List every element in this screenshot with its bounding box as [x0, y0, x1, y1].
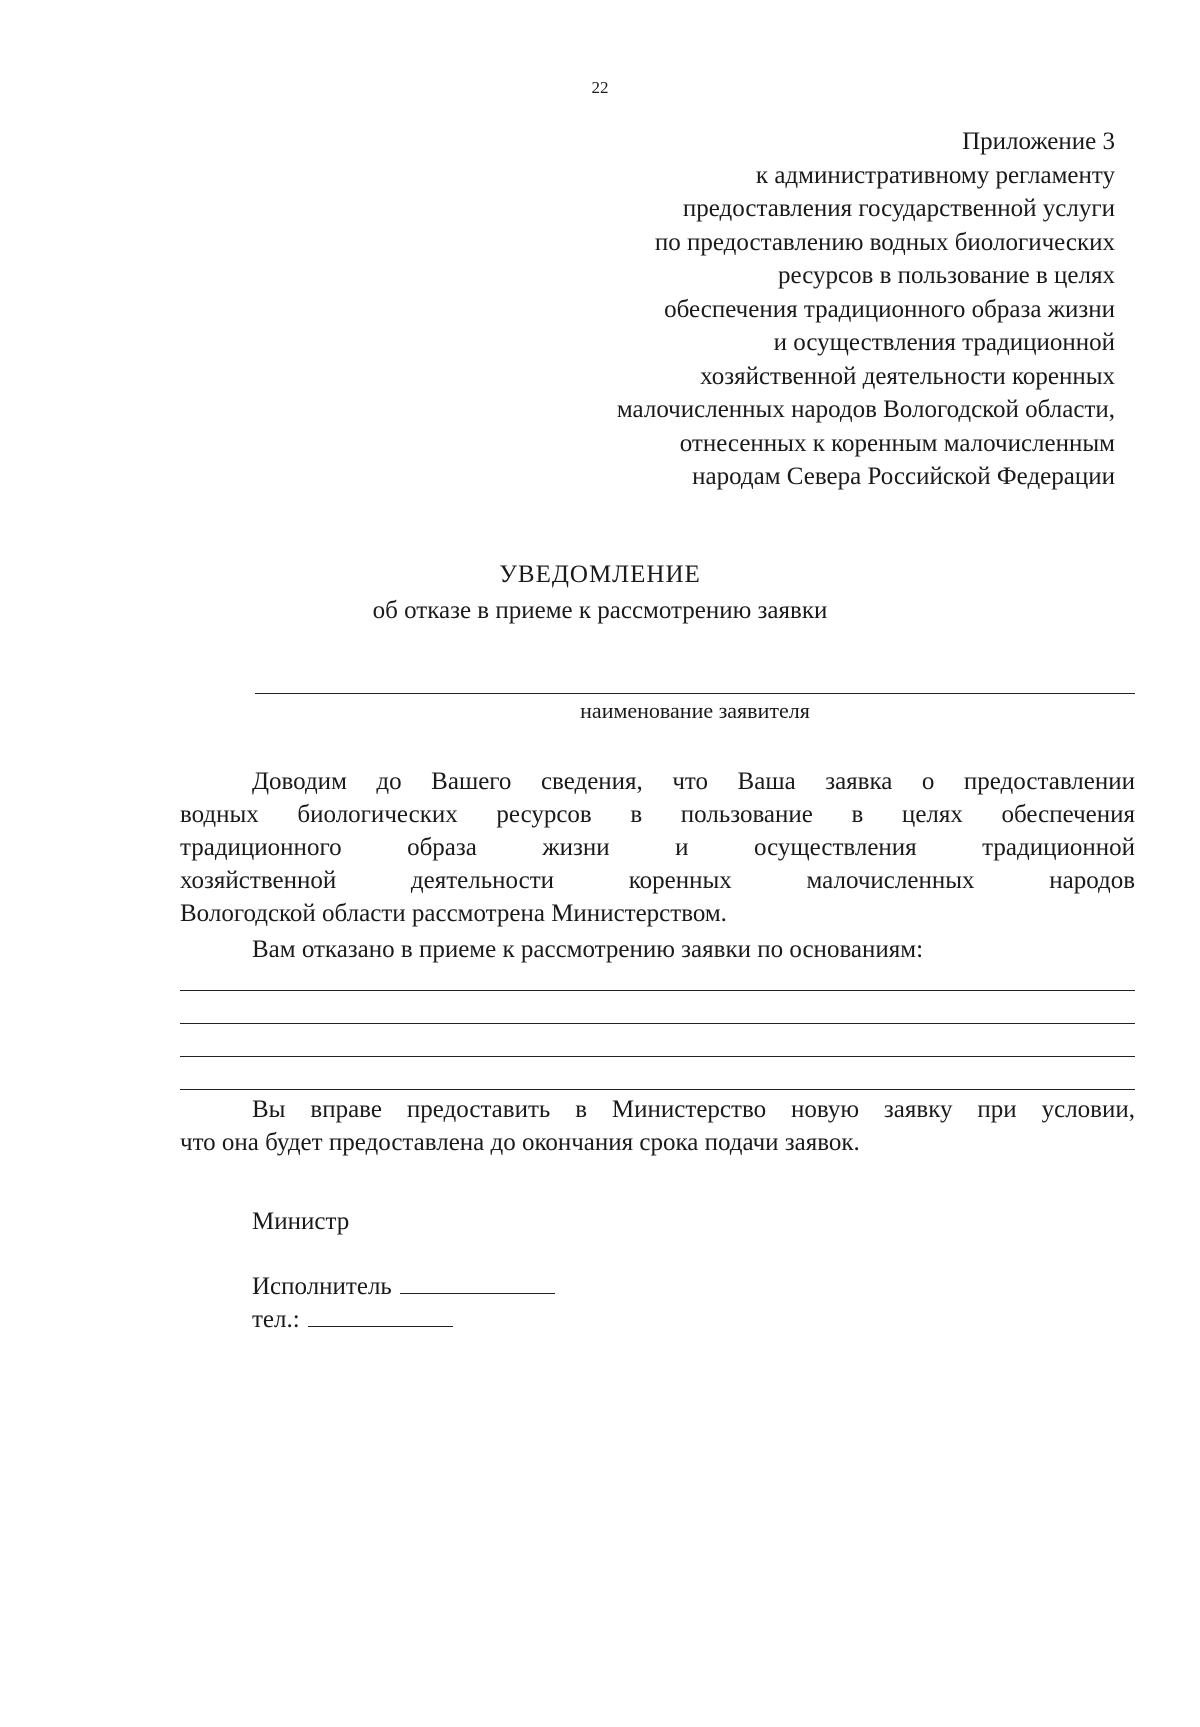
notice-paragraph — [180, 765, 1135, 930]
paragraph-line: Вы вправе предоставить в Министерство новую заявку при условии, — [252, 1096, 1135, 1123]
appendix-line: хозяйственной деятельности коренных — [700, 362, 1115, 390]
refusal-reasons-intro: Вам отказано в приеме к рассмотрению заявки по основаниям: — [252, 936, 924, 963]
reason-line — [180, 1089, 1135, 1090]
appendix-line: народам Севера Российской Федерации — [692, 463, 1115, 490]
paragraph-line: что она будет предоставлена до окончания срока подачи заявок. — [180, 1129, 860, 1156]
notice-subtitle: об отказе в приеме к рассмотрению заявки — [372, 597, 828, 624]
notice-title: УВЕДОМЛЕНИЕ — [499, 561, 701, 588]
appendix-line: по предоставлению водных биологических — [654, 228, 1115, 256]
resubmission-paragraph — [180, 1093, 1135, 1159]
paragraph-line: хозяйственной деятельности коренных малочисленных народов — [180, 867, 1135, 894]
reason-line — [180, 990, 1135, 991]
paragraph-line: водных биологических ресурсов в пользование в целях обеспечения — [180, 801, 1135, 828]
phone-row — [252, 1303, 453, 1336]
paragraph-line: традиционного образа жизни и осуществления традиционной — [180, 834, 1135, 861]
appendix-header — [617, 125, 1115, 494]
executor-blank — [400, 1271, 555, 1294]
reason-line — [180, 1056, 1135, 1057]
appendix-line: Приложение 3 — [962, 128, 1115, 155]
paragraph-line: Доводим до Вашего сведения, что Ваша заявка о предоставлении — [252, 768, 1135, 795]
minister-label: Министр — [252, 1208, 350, 1235]
appendix-line: и осуществления традиционной — [773, 329, 1115, 356]
paragraph-line: Вологодской области рассмотрена Министерством. — [180, 900, 727, 927]
phone-label: тел.: — [252, 1306, 300, 1333]
page-number: 22 — [591, 78, 609, 97]
appendix-line: ресурсов в пользование в целях — [777, 262, 1115, 289]
phone-blank — [308, 1304, 453, 1327]
appendix-line: предоставления государственной услуги — [682, 195, 1115, 222]
appendix-line: малочисленных народов Вологодской области, — [616, 396, 1115, 423]
executor-row — [252, 1270, 555, 1303]
reason-line — [180, 1023, 1135, 1024]
appendix-line: к административному регламенту — [755, 161, 1115, 189]
applicant-caption: наименование заявителя — [580, 698, 810, 723]
executor-label: Исполнитель — [252, 1273, 392, 1300]
appendix-line: обеспечения традиционного образа жизни — [664, 295, 1115, 323]
applicant-name-line — [255, 693, 1135, 694]
appendix-line: отнесенных к коренным малочисленным — [679, 429, 1115, 457]
